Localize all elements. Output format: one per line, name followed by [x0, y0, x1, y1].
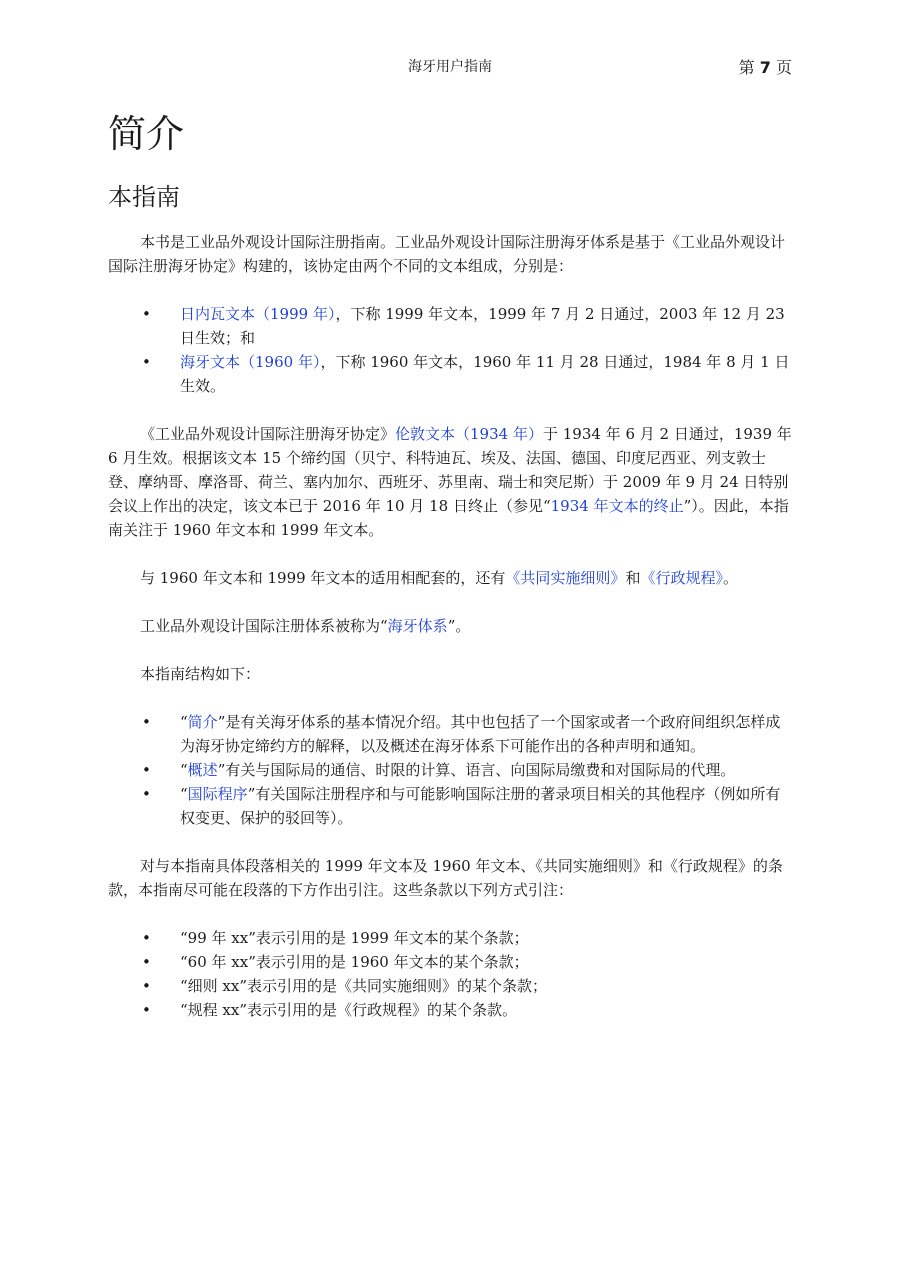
- international-procedure-link[interactable]: 国际程序: [187, 785, 248, 803]
- list-item: [108, 758, 794, 782]
- paragraph-text: ”。: [447, 617, 471, 635]
- list-item: • “60 年 xx”表示引用的是 1960 年文本的某个条款；: [108, 950, 794, 974]
- list-item: • “99 年 xx”表示引用的是 1999 年文本的某个条款；: [108, 926, 794, 950]
- introduction-link[interactable]: 简介: [187, 713, 218, 731]
- structure-list: [108, 710, 794, 830]
- structure-paragraph: 本指南结构如下：: [140, 665, 261, 683]
- paragraph-text: 于 1934 年 6 月 2 日通过，1939 年 6 月生效。根据该文本 15 个缔约国（贝宁、科特迪瓦、埃及、法国、德国、印度尼西亚、列支敦士登、摩纳哥、摩洛哥、荷兰、塞内加尔、西班牙、苏里南、瑞士和突尼斯）于 2009 年 9 月 24 日特别会议上作出的决定，该文本已于 2016 年 10 月 18 日终止（参见“: [108, 425, 792, 515]
- london-act-link[interactable]: 伦敦文本（1934 年）: [395, 425, 543, 443]
- paragraph-text: 和: [625, 569, 641, 587]
- overview-link[interactable]: 概述: [187, 761, 218, 779]
- regulations-paragraph: [108, 566, 794, 590]
- citation-list: [108, 926, 794, 1022]
- section-title: 本指南: [108, 183, 180, 211]
- paragraph-text: 与 1960 年文本和 1999 年文本的适用相配套的，还有: [140, 569, 506, 587]
- quote-mark: “: [180, 761, 188, 779]
- list-item: [108, 350, 794, 398]
- list-item-text: ，下称 1999 年文本，1999 年 7 月 2 日通过，2003 年 12 月 23 日生效；和: [180, 305, 785, 347]
- document-body: [108, 104, 794, 1022]
- administrative-instructions-link[interactable]: 《行政规程》: [640, 569, 723, 587]
- act-list: [108, 302, 794, 398]
- list-item: • “规程 xx”表示引用的是《行政规程》的某个条款。: [108, 998, 794, 1022]
- quote-mark: “: [180, 713, 188, 731]
- paragraph-text: 。: [722, 569, 738, 587]
- list-item: [108, 782, 794, 830]
- hague-act-link[interactable]: 海牙文本（1960 年）: [180, 353, 321, 371]
- page-number: [739, 55, 792, 78]
- list-item: • “细则 xx”表示引用的是《共同实施细则》的某个条款；: [108, 974, 794, 998]
- london-act-paragraph: [108, 422, 794, 542]
- paragraph-text: ”）。因此，本指南关注于 1960 年文本和 1999 年文本。: [108, 497, 789, 539]
- quote-mark: “: [180, 785, 188, 803]
- hague-system-link[interactable]: 海牙体系: [387, 617, 448, 635]
- common-regulations-link[interactable]: 《共同实施细则》: [505, 569, 626, 587]
- page-number-value: 7: [759, 58, 771, 77]
- page-prefix: 第: [738, 58, 755, 77]
- page-suffix: 页: [775, 58, 792, 77]
- hague-system-paragraph: [108, 614, 794, 638]
- chapter-title: 简介: [108, 112, 185, 156]
- citation-paragraph: 对与本指南具体段落相关的 1999 年文本及 1960 年文本、《共同实施细则》和《行政规程》的条款，本指南尽可能在段落的下方作出引注。这些条款以下列方式引注：: [108, 857, 783, 899]
- list-item-text: ”是有关海牙体系的基本情况介绍。其中也包括了一个国家或者一个政府间组织怎样成为海牙协定缔约方的解释，以及概述在海牙体系下可能作出的各种声明和通知。: [180, 713, 781, 755]
- termination-link[interactable]: 1934 年文本的终止: [550, 497, 684, 515]
- list-item-text: ”有关国际注册程序和与可能影响国际注册的著录项目相关的其他程序（例如所有权变更、保护的驳回等）。: [180, 785, 781, 827]
- geneva-act-link[interactable]: 日内瓦文本（1999 年）: [180, 305, 336, 323]
- paragraph-text: 工业品外观设计国际注册体系被称为“: [140, 617, 388, 635]
- paragraph-text: 《工业品外观设计国际注册海牙协定》: [140, 425, 396, 443]
- list-item-text: ”有关与国际局的通信、时限的计算、语言、向国际局缴费和对国际局的代理。: [217, 761, 736, 779]
- intro-paragraph: 本书是工业品外观设计国际注册指南。工业品外观设计国际注册海牙体系是基于《工业品外观设计国际注册海牙协定》构建的，该协定由两个不同的文本组成，分别是：: [108, 233, 786, 275]
- list-item-text: ，下称 1960 年文本，1960 年 11 月 28 日通过，1984 年 8 月 1 日生效。: [180, 353, 790, 395]
- list-item: [108, 710, 794, 758]
- running-header-title: 海牙用户指南: [408, 59, 492, 75]
- list-item: [108, 302, 794, 350]
